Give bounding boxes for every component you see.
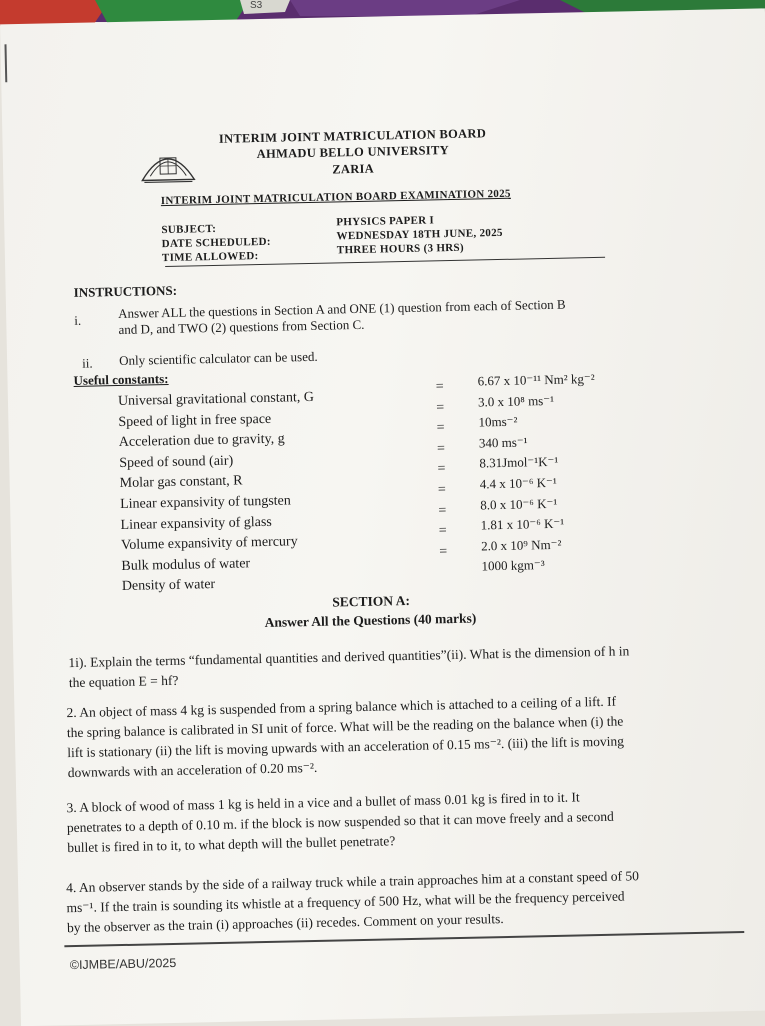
equals-sign: =: [432, 480, 452, 501]
constants-values: [477, 369, 598, 577]
constants-heading: Useful constants:: [73, 371, 168, 389]
question-line: the spring balance is calibrated in SI unit of force. What will be the reading on the balance when (i) the: [67, 712, 624, 744]
question-line: lift is stationary (ii) the lift is moving upwards with an acceleration of 0.15 ms⁻². (iii) the lift is moving: [67, 732, 624, 764]
constant-label: Density of water: [122, 571, 422, 598]
constant-value: 2.0 x 10⁹ Nm⁻²: [481, 534, 598, 557]
constant-label: Universal gravitational constant, G: [118, 386, 418, 413]
equals-sign: =: [433, 521, 453, 542]
constant-value: 6.67 x 10⁻¹¹ Nm² kg⁻²: [477, 369, 594, 392]
equals-sign: =: [432, 501, 452, 522]
exam-title: INTERIM JOINT MATRICULATION BOARD EXAMINATION 2025: [161, 188, 511, 207]
constant-label: Volume expansivity of mercury: [121, 530, 421, 557]
question-line: 3. A block of wood of mass 1 kg is held in a vice and a bullet of mass 0.01 kg is fired in to it. It: [66, 787, 613, 818]
question-line: penetrates to a depth of 0.10 m. if the block is now suspended so that it can move freely and a second: [67, 807, 614, 838]
question-line: 2. An object of mass 4 kg is suspended from a spring balance which is attached to a ceiling of a lift. If: [66, 692, 623, 724]
constant-value: 340 ms⁻¹: [479, 431, 596, 454]
equals-sign: =: [430, 398, 450, 419]
constant-label: Acceleration due to gravity, g: [119, 427, 419, 454]
footer-copyright: ©IJMBE/ABU/2025: [70, 956, 177, 972]
equals-sign: =: [430, 377, 450, 398]
question-1: [68, 641, 630, 693]
question-line: bullet is fired in to it, to what depth will the bullet penetrate?: [67, 827, 614, 858]
question-line: ms⁻¹. If the train is sounding its whistle at a frequency of 500 Hz, what will be the frequency perceived: [66, 886, 639, 918]
sticker-label: S3: [250, 0, 262, 11]
equals-sign: =: [430, 418, 450, 439]
constant-value: 4.4 x 10⁻⁶ K⁻¹: [480, 472, 597, 495]
constant-label: Bulk modulus of water: [121, 550, 421, 577]
time-label: TIME ALLOWED:: [162, 250, 259, 264]
instruction-number: ii.: [82, 356, 93, 372]
question-3: [66, 787, 614, 858]
university-crest-icon: [137, 135, 198, 188]
question-4: [66, 866, 640, 938]
section-title: SECTION A:: [332, 593, 410, 611]
board-name: INTERIM JOINT MATRICULATION BOARD: [202, 126, 502, 147]
constant-label: Linear expansivity of glass: [120, 509, 420, 536]
constants-labels: [118, 386, 422, 598]
time-value: THREE HOURS (3 HRS): [337, 242, 464, 257]
date-value: WEDNESDAY 18TH JUNE, 2025: [336, 227, 502, 242]
question-line: 4. An observer stands by the side of a railway truck while a train approaches him at a constant speed of 50: [66, 866, 639, 898]
question-line: downwards with an acceleration of 0.20 ms⁻².: [68, 751, 625, 783]
section-subtitle: Answer All the Questions (40 marks): [264, 611, 476, 631]
constant-value: 1.81 x 10⁻⁶ K⁻¹: [480, 513, 597, 536]
subject-value: PHYSICS PAPER I: [336, 214, 434, 228]
equals-sign: =: [433, 542, 453, 563]
instruction-text: Answer ALL the questions in Section A and ONE (1) question from each of Section B: [118, 297, 566, 322]
instruction-number: i.: [74, 313, 81, 329]
instruction-text: and D, and TWO (2) questions from Section C.: [118, 317, 364, 338]
constants-equals: [430, 377, 454, 563]
constant-value: 1000 kgm⁻³: [481, 554, 598, 577]
subject-label: SUBJECT:: [161, 223, 216, 236]
constant-label: Speed of light in free space: [118, 406, 418, 433]
constant-value: 8.0 x 10⁻⁶ K⁻¹: [480, 493, 597, 516]
instruction-text: Only scientific calculator can be used.: [119, 349, 318, 369]
constant-label: Linear expansivity of tungsten: [120, 489, 420, 516]
question-line: by the observer as the train (i) approaches (ii) recedes. Comment on your results.: [67, 906, 640, 938]
equals-sign: =: [431, 439, 451, 460]
constant-label: Speed of sound (air): [119, 448, 419, 475]
university-name: AHMADU BELLO UNIVERSITY: [203, 142, 503, 163]
constant-label: Molar gas constant, R: [120, 468, 420, 495]
city-name: ZARIA: [203, 159, 503, 180]
constant-value: 3.0 x 10⁸ ms⁻¹: [478, 390, 595, 413]
question-line: the equation E = hf?: [69, 661, 630, 693]
margin-mark: [4, 44, 7, 82]
question-2: [66, 692, 624, 784]
date-label: DATE SCHEDULED:: [162, 236, 271, 250]
constant-value: 8.31Jmol⁻¹K⁻¹: [479, 451, 596, 474]
question-line: 1i). Explain the terms “fundamental quantities and derived quantities”(ii). What is the dimension of h in: [68, 641, 629, 673]
equals-sign: =: [431, 459, 451, 480]
exam-paper: [0, 8, 765, 1026]
instructions-heading: INSTRUCTIONS:: [74, 283, 178, 301]
constant-value: 10ms⁻²: [478, 410, 595, 433]
